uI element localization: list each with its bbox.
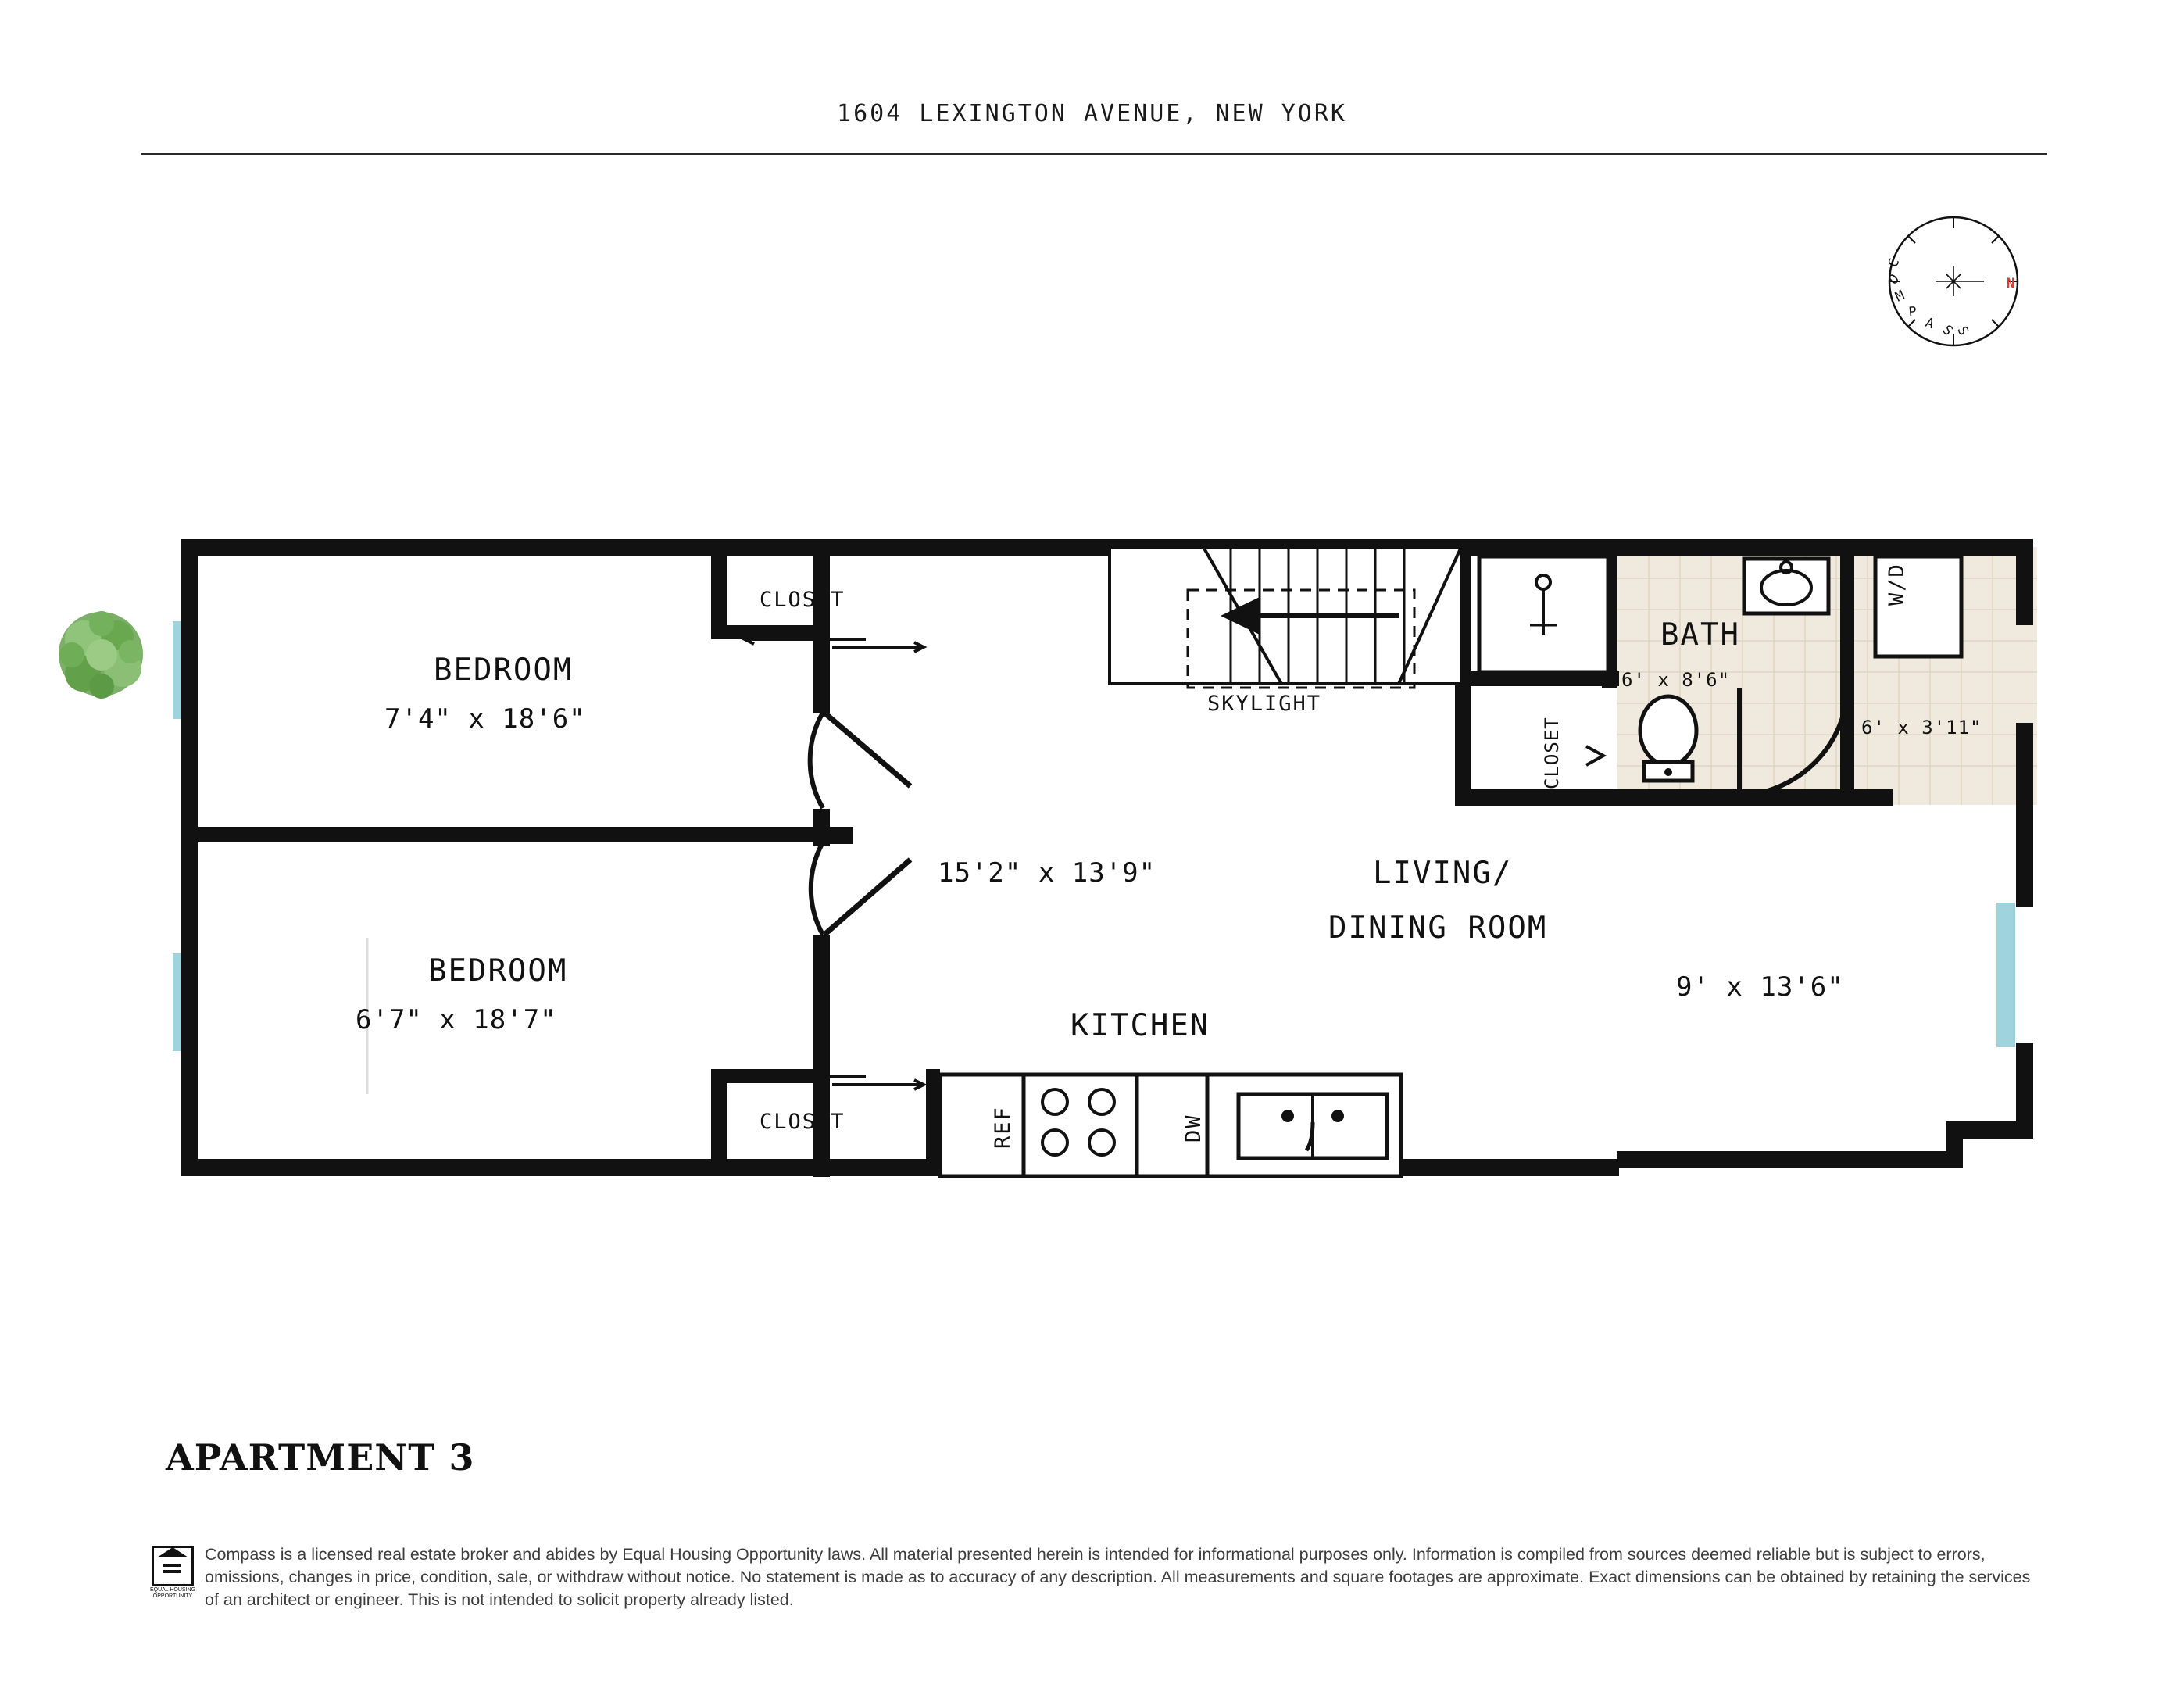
apartment-title: APARTMENT 3 <box>166 1436 475 1479</box>
closet-label-bath: CLOSET <box>1541 717 1563 789</box>
disclaimer-text: Compass is a licensed real estate broker and abides by Equal Housing Opportunity laws. All material presented herein is intended for informational purposes only. Information is compiled from sources deemed reliable but is subject to errors, omissions, changes in price, condition, sale, or withdraw without notice. No statement is made as to accuracy of any description. All measurements and square footages are approximate. Exact dimensions can be obtained by retaining the services of an architect or engineer. This is not intended to solicit property already listed. <box>205 1545 2031 1609</box>
tree-icon <box>48 602 154 707</box>
svg-text:P: P <box>1907 304 1918 320</box>
logo-caption-line1: EQUAL HOUSING <box>149 1587 196 1593</box>
room-dim-bedroom-1: 7'4" x 18'6" <box>384 703 586 735</box>
svg-text:O: O <box>1886 270 1903 288</box>
room-dim-bedroom-2: 6'7" x 18'7" <box>356 1004 557 1035</box>
door-leaves <box>824 713 910 935</box>
logo-caption-line2: OPPORTUNITY <box>152 1593 193 1599</box>
page-title: 1604 LEXINGTON AVENUE, NEW YORK <box>837 100 1347 127</box>
skylight-label: SKYLIGHT <box>1207 692 1322 716</box>
closet-label-bottom: CLOSET <box>760 1110 845 1134</box>
room-label-bath: BATH <box>1660 617 1740 653</box>
svg-text:M: M <box>1893 287 1908 306</box>
room-label-living-line1: LIVING/ <box>1373 856 1513 891</box>
svg-text:C: C <box>1885 256 1903 270</box>
bath-dim: 6' x 8'6" <box>1621 669 1731 691</box>
living-dim-right: 9' x 13'6" <box>1676 971 1844 1003</box>
compass-north-label: N <box>2007 276 2015 291</box>
room-label-bedroom-1: BEDROOM <box>434 653 574 688</box>
room-label-living-line2: DINING ROOM <box>1328 910 1548 946</box>
dishwasher-label: DW <box>1181 1114 1206 1143</box>
staircase <box>1110 547 1461 688</box>
room-label-kitchen: KITCHEN <box>1071 1008 1210 1043</box>
equal-housing-logo <box>148 1546 197 1599</box>
svg-text:S: S <box>1953 324 1972 339</box>
washer-dryer-label: W/D <box>1885 563 1909 606</box>
room-label-bedroom-2: BEDROOM <box>428 953 568 989</box>
refrigerator-label: REF <box>991 1106 1015 1149</box>
living-dim-left: 15'2" x 13'9" <box>938 857 1156 889</box>
svg-text:A: A <box>1923 314 1937 333</box>
closet-label-top: CLOSET <box>760 588 845 612</box>
svg-text:S: S <box>1939 322 1957 340</box>
laundry-dim: 6' x 3'11" <box>1861 717 1982 738</box>
